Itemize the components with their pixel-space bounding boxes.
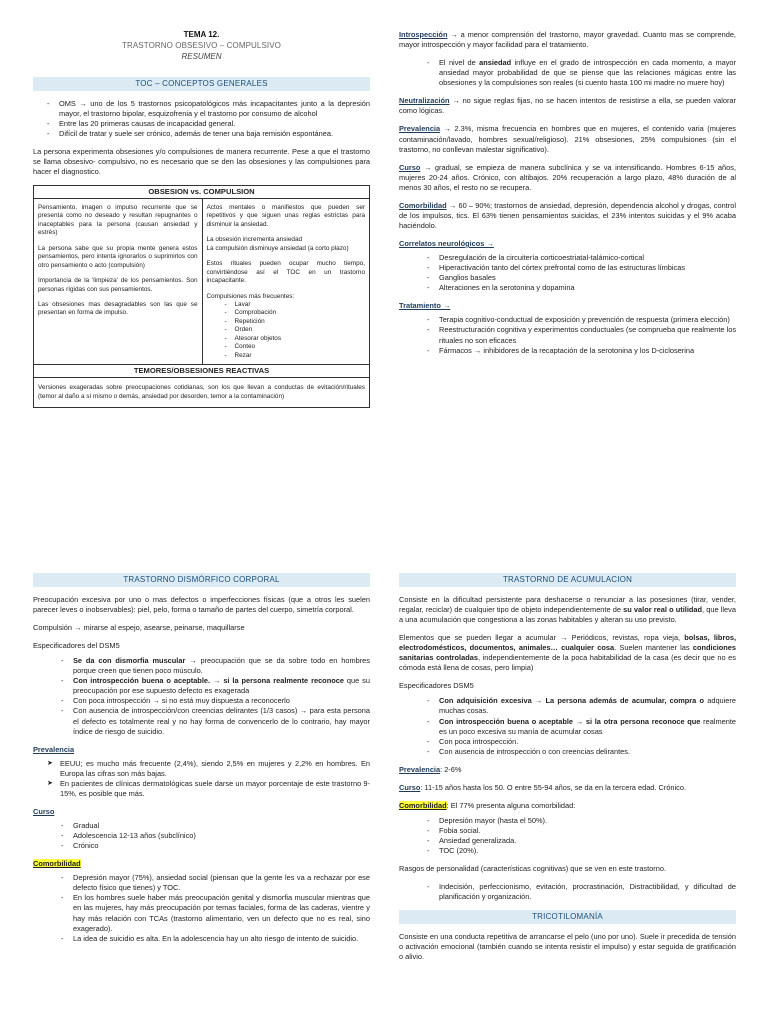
introspeccion-paragraph [399, 30, 736, 50]
prevalencia-term: Prevalencia [399, 764, 441, 774]
list-item: - Crónico [61, 841, 370, 851]
obsession-text: La persona sabe que su propia mente genera estos pensamientos, pero intenta ignorarlos o suprimirlos con otro pensamiento o acto (compulsión) [38, 244, 198, 269]
text-run: , independientemente de la poca habitabilidad de la casa (es decir que no es cómoda está llena de cosas, pero limpia) [399, 653, 736, 673]
toc-details-column [399, 30, 736, 364]
section-tricotilomania: TRICOTILOMANÍA [399, 910, 736, 924]
comorbilidad-paragraph [399, 201, 736, 231]
acumulacion-rasgos-list [427, 882, 736, 902]
list-item: - Conteo [225, 343, 366, 351]
text-bold: Con adquisición excesiva → La persona además de acumular, compra o [439, 696, 705, 706]
list-item: - Comprobación [225, 309, 366, 317]
text-run: influye en el grado de introspección en cada momento, a mayor ansiedad mayor probabilidad de que se piense que las relaciones mágicas entre las obsesiones y la compulsiones son reales (si cuento hasta 100 mi madre no muere hoy) [439, 58, 736, 88]
list-item [61, 656, 370, 676]
list-item: - Ganglios basales [427, 273, 736, 283]
reactive-text: Versiones exageradas sobre preocupaciones cotidianas, son los que llevan a conductas de evitación/rituales (temor al daño a sí mismo o demás, ansiedad por desorden, temor a la contaminación) [38, 384, 365, 400]
list-item: - OMS → uno de los 5 trastornos psicopatológicos más incapacitantes junto a la depresión mayor, el trastorno bipolar, esquizofrenia y el trastorno por consumo de alcohol [47, 99, 370, 119]
list-item: - Adolescencia 12-13 años (subclínico) [61, 831, 370, 841]
obsession-text: Pensamiento, imagen o impulso recurrente que se presenta como no deseado y resultan repugnantes o inaceptables para la persona (causan ansiedad y estrés) [38, 203, 198, 237]
comorbilidad-term: Comorbilidad [399, 800, 447, 810]
neutralizacion-paragraph [399, 96, 736, 116]
toc-bullets [47, 99, 370, 139]
dismorfico-prevalencia-list [47, 759, 370, 799]
list-item: - Lavar [225, 301, 366, 309]
list-item: - TOC (20%). [427, 846, 736, 856]
text-run: → preocupación que se da sobre todo en hombres porque creen que tienen poco músculo. [73, 656, 370, 676]
list-item: ➤ EEUU; es mucho más frecuente (2,4%), siendo 2,5% en mujeres y 2,2% en hombres. En Europa las cifras son más bajas. [47, 759, 370, 779]
curso-term: Curso [33, 806, 55, 816]
list-item: - Depresión mayor (75%), ansiedad social (piensan que la gente les va a rechazar por ese defecto físico que tienes) y TOC. [61, 873, 370, 893]
dismorfico-compulsion: Compulsión → mirarse al espejo, asearse, peinarse, maquillarse [33, 623, 245, 632]
curso-text: → gradual, se empieza de manera subclínica y se va intensificando. Hombres 6-15 años, mujeres 20-24 años. Crónico, con altibajos. 20% recuperación a largo plazo, 48% duración de al menos 30 años, el resto no se recupera. [399, 162, 736, 192]
list-item: - Depresión mayor (hasta el 50%). [427, 816, 736, 826]
neutralizacion-term: Neutralización [399, 96, 450, 106]
text-run: Con poca introspección → si no está muy dispuesta a reconocerlo [73, 696, 290, 706]
list-item: - Repetición [225, 318, 366, 326]
compulsion-cell [202, 199, 370, 364]
compulsions-label: Compulsiones más frecuentes: [206, 292, 295, 300]
list-item: - Desregulación de la circuitería corticoestriatal-talámico-cortical [427, 253, 736, 263]
text-run: realmente es un poco excesiva su manía de acumular cosas [439, 716, 736, 736]
toc-intro: La persona experimenta obsesiones y/o compulsiones de manera recurrente. Pese a que el trastorno se llama obsesivo- compulsivo, no es necesario que se den las obsesiones y las compulsiones para hacer el diagnostico. [33, 146, 370, 176]
text-bold: su valor real o utilidad [623, 604, 703, 614]
list-item: - Orden [225, 326, 366, 334]
acumulacion-rasgos: Rasgos de personalidad (características cognitivas) que se ven en este trastorno. [399, 864, 667, 874]
acumulacion-comorbilidad-list [427, 816, 736, 856]
list-item: - Alteraciones en la serotonina y dopamina [427, 283, 736, 293]
list-item: - Fármacos → inhibidores de la recaptación de la serotonina y los D-cicloserina [427, 346, 736, 356]
list-item: - Hiperactivación tanto del córtex prefrontal como de las estructuras límbicas [427, 263, 736, 273]
comorbilidad-term: Comorbilidad [33, 859, 81, 869]
text-run: . Suelen mantener las [614, 643, 693, 653]
comorbilidad-term: Comorbilidad [399, 200, 447, 210]
document-title: TRASTORNO OBSESIVO – COMPULSIVO [122, 40, 281, 50]
prevalencia-text: → 2.3%, misma frecuencia en hombres que en mujeres, el contenido varia (mujeres contaminación/lavado, hombres sexual/religioso). 21% obsesiones, 25% compulsiones (sin el trastorno, no conllevan malestar significativo). [399, 124, 736, 154]
correlatos-heading [399, 239, 736, 249]
curso-text: : 11-15 años hasta los 50. O entre 55-94 años, se da en la tercera edad. Crónico. [420, 782, 687, 792]
list-item [427, 696, 736, 716]
text-bold: condiciones sanitarias controladas [399, 643, 736, 663]
text-bold: Con introspección buena o aceptable. → si la persona realmente reconoce [73, 676, 344, 686]
list-item: - En los hombres suele haber más preocupación genital y dismorfia muscular mientras que en las mujeres, hay más preocupación por temas faciales, forma de las caderas, vientre y hay más relación con TCAs (trastorno alimentario, ven un defecto que no es real, sino exagerado). [61, 893, 370, 933]
neutralizacion-text: → no sigue reglas fijas, no se hacen intentos de resistirse a ella, se pueden valorar como lógicas. [399, 96, 736, 116]
obsession-text: Importancia de la 'limpieza' de los pensamientos. Son personas rígidas con sus pensamientos. [38, 277, 198, 293]
tratamiento-list [427, 315, 736, 355]
list-item [427, 747, 736, 757]
curso-paragraph [399, 163, 736, 193]
prevalencia-term: Prevalencia [33, 744, 75, 754]
ansiedad-bold: ansiedad [479, 58, 512, 68]
list-item: - Indecisión, perfeccionismo, evitación, procrastinación, Distractibilidad, y dificultad de planificación y organización. [427, 882, 736, 902]
tema-number: TEMA 12. [183, 30, 220, 39]
dismorfico-curso-heading [33, 807, 370, 817]
acumulacion-prevalencia [399, 765, 736, 775]
reactive-header: TEMORES/OBSESIONES REACTIVAS [34, 364, 369, 378]
compulsion-text: Actos mentales o manifiestos que pueden ser repetitivos y que siguen unas reglas estrictas para disminuir la ansiedad. [206, 203, 365, 228]
text-bold: Se da con dismorfia muscular [73, 656, 186, 666]
list-item: - Gradual [61, 821, 370, 831]
list-item [427, 737, 736, 747]
section-acumulacion: TRASTORNO DE ACUMULACION [399, 573, 736, 587]
text-run: Consiste en la dificultad persistente para deshacerse o renunciar a las posesiones (tirar, vender, regalar, reciclar) de cualquier tipo de objeto independientemente de [399, 594, 736, 614]
dismorfico-comorbilidad-list [61, 873, 370, 943]
comorbilidad-text: → 60 – 90%; trastornos de ansiedad, depresión, dependencia alcohol y drogas, control de los impulsos, tics. El 63% tienen pensamientos suicidas, el 23% intentos suicidas y el 9% acaba haciéndolo. [399, 200, 736, 230]
dismorfico-prevalencia-heading [33, 745, 370, 755]
dismorfico-column [33, 573, 370, 952]
list-item: - Difícil de tratar y suele ser crónico, además de tener una baja remisión espontánea. [47, 129, 370, 139]
obsession-compulsion-table [33, 185, 370, 408]
document-subtitle: RESUMEN [181, 51, 222, 61]
text-run: Elementos que se pueden llegar a acumular → Periódicos, revistas, ropa vieja, [399, 633, 685, 643]
prevalencia-term: Prevalencia [399, 124, 441, 134]
text-run: El nivel de [439, 58, 480, 68]
curso-term: Curso [399, 782, 421, 792]
list-item: - Ansiedad generalizada. [427, 836, 736, 846]
text-run: Con ausencia de introspección/con creencias delirantes (1/3 casos) → para esta persona el defecto es totalmente real y no hay forma de convencerlo de lo contrario, hay mayor índice de riesgo de suicidio. [73, 706, 370, 736]
list-item: - Reestructuración cognitiva y experimentos conductuales (se comprueba que realmente los rituales no son eficaces [427, 325, 736, 345]
list-item [427, 717, 736, 737]
text-run: adquiere muchas cosas. [439, 696, 736, 716]
correlatos-list [427, 253, 736, 293]
obsession-cell [34, 199, 202, 364]
dismorfico-intro: Preocupación excesiva por uno o mas defectos o imperfecciones físicas (que a otros les suelen parecer leves o inobservables): piel, pelo, forma o tamaño de partes del cuerpo, simetría corporal. [33, 594, 370, 614]
obsession-text: Las obsesiones mas desagradables son las que se presentan en forma de impulso. [38, 301, 198, 317]
list-item: - Rezar [225, 352, 366, 360]
acumulacion-curso [399, 783, 736, 793]
table-header: OBSESION vs. COMPULSION [34, 186, 369, 199]
text-run: , que lleva a una acumulación que congestiona a las zonas habitables y alteran su uso previsto. [399, 604, 736, 624]
table-row [34, 199, 369, 364]
introspeccion-sublist [427, 58, 736, 88]
text-bold: Con introspección buena o aceptable → si la otra persona reconoce que [439, 716, 701, 726]
dismorfico-comorbilidad-heading [33, 859, 370, 869]
list-item: - Fobia social. [427, 826, 736, 836]
curso-term: Curso [399, 162, 421, 172]
introspeccion-term: Introspección [399, 30, 448, 39]
prevalencia-text: : 2-6% [440, 764, 462, 774]
compulsion-text: Estos rituales pueden ocupar mucho tiempo, convirtiéndose así el TOC en un trastorno incapacitante. [206, 260, 365, 285]
acumulacion-elementos [399, 633, 736, 673]
tratamiento-heading [399, 301, 736, 311]
list-item [61, 676, 370, 696]
comorbilidad-text: : El 77% presenta alguna comorbilidad: [446, 800, 576, 810]
introspeccion-text: → a menor comprensión del trastorno, mayor gravedad. Cuanto mas se comprende, mayor introspección y mayor facilidad para el tratamiento. [399, 30, 736, 50]
correlatos-term: Correlatos neurológicos → [399, 239, 494, 248]
dismorfico-especificadores [61, 656, 370, 737]
dismorfico-especificadores-label: Especificadores del DSM5 [33, 641, 120, 651]
list-item: - La idea de suicidio es alta. En la adolescencia hay un alto riesgo de intento de suicidio. [61, 934, 370, 944]
tratamiento-term: Tratamiento → [399, 301, 451, 311]
list-item [61, 696, 370, 706]
text-run: Con ausencia de introspección o con creencias delirantes. [439, 746, 631, 756]
acumulacion-comorbilidad [399, 801, 736, 811]
acumulacion-especificadores-label: Especificadores DSM5 [399, 681, 474, 691]
list-item: - Atesorar objetos [225, 335, 366, 343]
list-item [427, 58, 736, 88]
list-item: ➤ En pacientes de clínicas dermatológicas suele darse un mayor porcentaje de este trastorno 9-15%, es posible que más. [47, 779, 370, 799]
text-run: Con poca introspección. [439, 736, 519, 746]
compulsion-text: La obsesión incrementa ansiedad La compulsión disminuye ansiedad (a corto plazo) [206, 236, 349, 252]
section-dismorfico: TRASTORNO DISMÓRFICO CORPORAL [33, 573, 370, 587]
acumulacion-intro [399, 595, 736, 625]
text-run: que su preocupación por ese supuesto defecto es exagerada [73, 676, 370, 696]
text-bold: bolsas, libros, electrodomésticos, documentos, animales… cualquier cosa [399, 633, 736, 653]
tricotilomania-text: Consiste en una conducta repetitiva de arrancarse el pelo (uno por uno). Suele ir precedida de tensión o activación emocional (también cuando se intenta resistir el impulso) y estar seguida de gratificación o alivio. [399, 932, 736, 962]
dismorfico-curso-list [61, 821, 370, 851]
acumulacion-column [399, 573, 736, 970]
toc-column [33, 30, 370, 412]
acumulacion-especificadores [427, 696, 736, 756]
section-toc-general: TOC – CONCEPTOS GENERALES [33, 77, 370, 91]
prevalencia-paragraph [399, 124, 736, 154]
compulsions-list [225, 301, 366, 360]
list-item: - Entre las 20 primeras causas de incapacidad general. [47, 119, 370, 129]
list-item: - Terapia cognitivo-conductual de exposición y prevención de respuesta (primera elección) [427, 315, 736, 325]
list-item [61, 706, 370, 736]
